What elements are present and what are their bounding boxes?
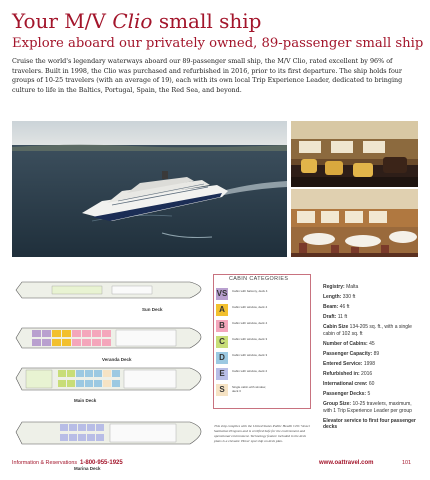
intro-paragraph: Cruise the world's legendary waterways aboard our 89-passenger small ship, the M/V Clio, rated excellent by 96% of travelers. Built in 1998, the Clio was purchased and refurbished in 2016, prior to its first departure. The ship holds four groups of 10-25 travelers (with an average of 19), each with its own local Trip Experience Leader, dedicated to bringing culture to life in the Baltics, Portugal, Spain, the Red Sea, and beyond. [12,57,403,94]
cabin-category-desc: Cabin with window, deck 3 [232,353,268,357]
spec-value: 10-25 travelers, maximum, with 1 Trip Experience Leader per group [323,401,412,414]
cabin-category-row [216,304,312,316]
cabin-category-desc: Cabin with window, deck 4 [232,321,268,325]
spec-label: Cabin Size [323,324,349,331]
spec-value: Malta [344,284,359,290]
cabin-category-row [216,368,312,380]
main-deck-label: Main Deck [74,398,97,403]
spec-label: Elevator service to first four passenger decks [323,417,416,431]
deck-plan [12,264,218,474]
cabin-category-desc: Cabin with window, deck 4 [232,305,268,309]
title-ship-name: Clio [112,9,153,33]
ship-specs [323,284,419,434]
spec-item [323,341,419,347]
ship-photo [12,121,287,257]
spec-label: Passenger Decks: [323,391,367,398]
spec-label: International crew: [323,381,368,388]
spec-label: Entered Service: [323,361,363,368]
footer-label: Information & Reservations [12,460,78,466]
spec-value: 1998 [362,361,375,368]
spec-value: 46 ft [338,304,350,311]
cabin-category-row [216,352,312,364]
spec-value: 330 ft [341,294,356,301]
spec-item [323,314,419,320]
spec-label: Group Size: [323,401,352,408]
cabin-category-row [216,336,312,348]
veranda-deck-plan [16,328,201,362]
cabin-category-row [216,384,312,396]
spec-item [323,401,419,414]
sun-deck-plan [16,282,201,312]
spec-item [323,284,419,290]
cabin-category-code: C [216,336,228,348]
spec-value: 89 [372,350,380,357]
spec-label: Beam: [323,304,339,311]
page-subtitle: Explore aboard our privately owned, 89-passenger small ship [12,36,424,51]
spec-item [323,351,419,357]
cabin-category-code: D [216,352,228,364]
spec-label: Refurbished in: [323,371,360,378]
cabin-category-code: VS [216,289,228,298]
spec-value: 11 ft [336,314,348,321]
title-prefix: Your M/V [12,9,113,33]
cabin-category-desc: Single cabin with window, deck 3 [232,385,267,393]
cabin-category-desc: Cabin with window, deck 3 [232,337,268,341]
cabin-category-code: B [216,320,228,332]
cabin-categories-title: CABIN CATEGORIES [229,276,289,282]
dining-photo [291,189,418,257]
sun-deck-label: Sun Deck [142,307,163,312]
page-title [12,9,261,33]
title-suffix: small ship [152,9,262,33]
spec-value: 60 [367,381,375,388]
footer-url-link[interactable]: www.oattravel.com [319,460,374,466]
cabin-category-row [216,320,312,332]
veranda-deck-label: Veranda Deck [102,357,132,362]
spec-item [323,391,419,397]
lounge-photo [291,121,418,187]
cabin-note: This ship complies with the United States Public Health CDC Vessel Sanitation Program and is certified Safe for the environment and operational environment. Technology feature included in the deck plans is a elevator. Hover spot ship on deck plan. [214,424,310,443]
cabin-category-desc: Cabin with balcony, deck 4 [232,289,268,293]
cabin-category-code: S [216,384,228,396]
spec-value: 134-205 sq. ft., with a single cabin of 102 sq. ft [323,324,412,337]
spec-label: Draft: [323,314,337,321]
footer-phone: 1-800-955-1925 [80,460,123,466]
cabin-category-code: A [216,304,228,316]
spec-label: Number of Cabins: [323,340,368,347]
cabin-category-desc: Cabin with window, deck 2 [232,369,268,373]
page-number: 101 [402,460,411,466]
spec-label: Length: [323,294,342,301]
spec-value: 5 [366,391,371,398]
main-deck-plan [16,368,201,403]
spec-item [323,294,419,300]
spec-item [323,304,419,310]
spec-label: Registry: [323,284,345,290]
marina-deck-label: Marina Deck [74,466,101,471]
spec-item [323,381,419,387]
spec-item [323,418,419,431]
spec-label: Passenger Capacity: [323,350,373,357]
spec-item [323,324,419,337]
spec-value: 45 [367,340,375,347]
spec-item [323,361,419,367]
footer-reservations [12,460,123,466]
cabin-category-row [216,288,312,300]
spec-value: 2016 [359,371,373,378]
spec-item [323,371,419,377]
cabin-category-code: E [216,368,228,380]
